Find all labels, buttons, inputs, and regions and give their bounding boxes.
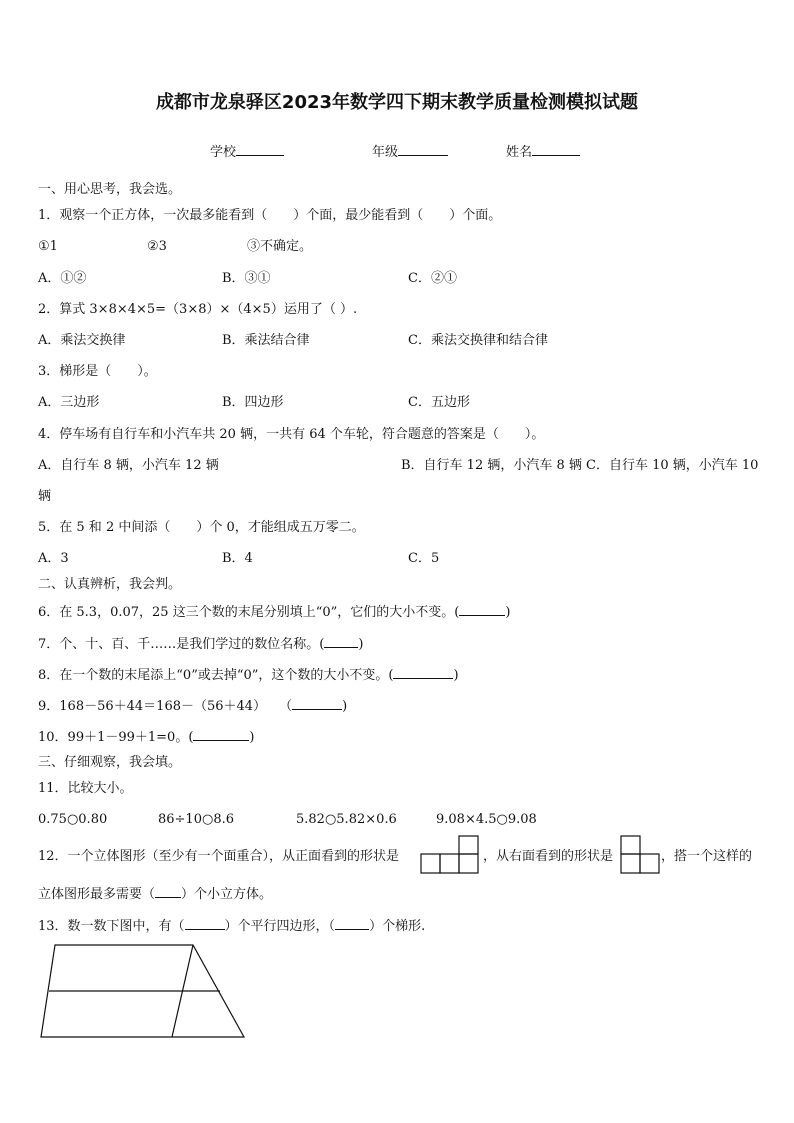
question-11: 11．比较大小。 — [38, 781, 133, 796]
q6-answer-blank[interactable] — [459, 602, 505, 616]
q4-wrap-text: 辆 — [38, 489, 52, 504]
name-field[interactable]: 姓名 — [506, 141, 580, 160]
q13-trapezoid-blank[interactable] — [335, 916, 369, 930]
question-6: 6．在 5.3，0.07，25 这三个数的末尾分别填上“0”，它们的大小不变。( ) — [38, 602, 510, 622]
question-5: 5．在 5 和 2 中间添（ ）个 0，才能组成五万零二。 — [38, 520, 365, 535]
q11-compare-1: 0.75○0.80 — [38, 812, 108, 827]
q1-option-b[interactable]: B．③① — [222, 271, 271, 286]
q11-compare-4: 9.08×4.5○9.08 — [436, 812, 537, 827]
front-view-figure — [420, 835, 482, 875]
q1-item-1: ①1 — [38, 239, 58, 254]
question-4: 4．停车场有自行车和小汽车共 20 辆，一共有 64 个车轮，符合题意的答案是（ ）。 — [38, 427, 545, 442]
page-title: 成都市龙泉驿区2023年数学四下期末教学质量检测模拟试题 — [155, 92, 639, 113]
grade-blank[interactable] — [398, 141, 448, 156]
question-12-part-3: ，搭一个这样的 — [661, 849, 753, 864]
q10-answer-blank[interactable] — [193, 727, 249, 741]
q2-option-c[interactable]: C．乘法交换律和结合律 — [408, 333, 548, 348]
school-blank[interactable] — [236, 141, 284, 156]
question-3: 3．梯形是（ ）。 — [38, 364, 157, 379]
grade-field[interactable]: 年级 — [372, 141, 448, 160]
question-8: 8．在一个数的末尾添上“0”或去掉“0”，这个数的大小不变。( ) — [38, 665, 459, 685]
question-10: 10．99＋1－99＋1=0。( ) — [38, 727, 254, 747]
q1-option-a[interactable]: A．①② — [38, 271, 87, 286]
q5-option-a[interactable]: A．3 — [38, 551, 69, 566]
question-12-part-2: ，从右面看到的形状是 — [483, 849, 614, 864]
school-field[interactable]: 学校 — [210, 141, 284, 160]
q3-option-b[interactable]: B．四边形 — [222, 395, 284, 410]
q2-option-a[interactable]: A．乘法交换律 — [38, 333, 126, 348]
q5-option-b[interactable]: B．4 — [222, 551, 253, 566]
question-13: 13．数一数下图中，有（ ）个平行四边形，（ ）个梯形. — [38, 916, 425, 936]
q1-item-3: ③不确定。 — [247, 239, 313, 254]
q1-item-2: ②3 — [147, 239, 167, 254]
q12-answer-blank[interactable] — [155, 884, 181, 898]
section-3-heading: 三、仔细观察，我会填。 — [38, 755, 182, 770]
q11-compare-2: 86÷10○8.6 — [158, 812, 234, 827]
trapezoid-figure — [38, 942, 248, 1040]
q4-option-a[interactable]: A．自行车 8 辆，小汽车 12 辆 — [38, 458, 219, 473]
question-12-part-1: 12．一个立体图形（至少有一个面重合），从正面看到的形状是 — [38, 849, 400, 864]
question-12-line-2: 立体图形最多需要（ ）个小立方体。 — [38, 884, 272, 904]
q2-option-b[interactable]: B．乘法结合律 — [222, 333, 310, 348]
q5-option-c[interactable]: C．5 — [408, 551, 440, 566]
right-view-figure — [620, 835, 662, 875]
name-blank[interactable] — [532, 141, 580, 156]
section-2-heading: 二、认真辨析，我会判。 — [38, 577, 182, 592]
q7-answer-blank[interactable] — [324, 634, 358, 648]
q1-option-c[interactable]: C．②① — [408, 271, 457, 286]
q3-option-a[interactable]: A．三边形 — [38, 395, 100, 410]
q8-answer-blank[interactable] — [393, 665, 453, 679]
q13-parallelogram-blank[interactable] — [185, 916, 225, 930]
q3-option-c[interactable]: C．五边形 — [408, 395, 470, 410]
question-7: 7．个、十、百、千……是我们学过的数位名称。( ) — [38, 634, 363, 654]
q4-option-bc[interactable]: B．自行车 12 辆，小汽车 8 辆 C．自行车 10 辆，小汽车 10 — [401, 458, 759, 473]
question-1: 1．观察一个正方体，一次最多能看到（ ）个面，最少能看到（ ）个面。 — [38, 208, 502, 223]
q9-answer-blank[interactable] — [292, 696, 342, 710]
question-9: 9．168－56＋44＝168－（56＋44） （ ) — [38, 696, 347, 716]
q11-compare-3: 5.82○5.82×0.6 — [296, 812, 397, 827]
question-2: 2．算式 3×8×4×5=（3×8）×（4×5）运用了（ ）. — [38, 302, 358, 317]
section-1-heading: 一、用心思考，我会选。 — [38, 182, 182, 197]
